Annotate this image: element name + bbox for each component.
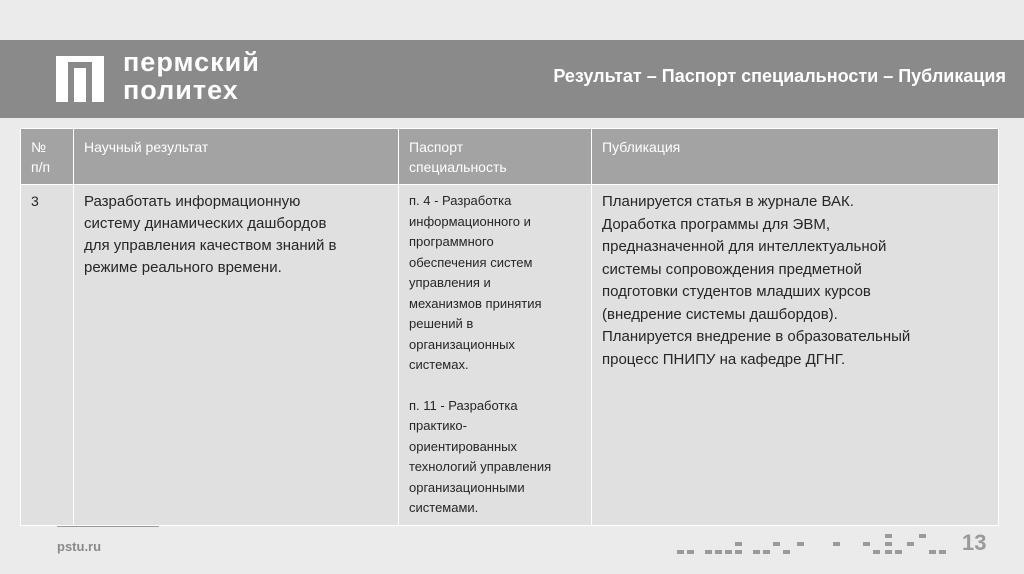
publication-line: подготовки студентов младших курсов — [602, 283, 871, 300]
publication-line: Доработка программы для ЭВМ, — [602, 215, 831, 233]
passport-line: механизмов принятия — [409, 295, 542, 311]
table-row — [21, 185, 999, 526]
passport-line: системах. — [409, 357, 469, 372]
passport-line: обеспечения систем — [409, 254, 533, 270]
publication-line: предназначенной для интеллектуальной — [602, 238, 887, 255]
passport-line: п. 11 - Разработка — [409, 397, 518, 413]
slide-title: Результат – Паспорт специальности – Публикация — [553, 66, 1006, 86]
results-table — [20, 128, 999, 526]
cell-publication — [592, 185, 999, 526]
footer-divider — [57, 526, 159, 527]
publication-line: Планируется статья в журнале ВАК. — [602, 193, 854, 210]
header-num-line-1: № — [31, 139, 47, 155]
publication-line: (внедрение системы дашбордов). — [602, 305, 838, 323]
table-header-row — [21, 129, 999, 185]
passport-line: информационного и — [409, 213, 531, 229]
publication-line: системы сопровождения предметной — [602, 260, 862, 278]
publication-line: процесс ПНИПУ на кафедре ДГНГ. — [602, 350, 846, 368]
footer-site-link[interactable]: pstu.ru — [57, 539, 102, 554]
passport-line: практико- — [409, 418, 467, 433]
header-result — [74, 129, 399, 185]
header-passport-line-2: специальность — [409, 159, 507, 175]
pstu-logo-icon — [56, 56, 104, 102]
cell-result — [74, 185, 399, 526]
header-result-label: Научный результат — [84, 139, 209, 155]
header-publication-label: Публикация — [602, 139, 681, 155]
cell-passport — [399, 185, 592, 526]
cell-num: 3 — [21, 185, 74, 526]
header-num-line-2: п/п — [31, 159, 51, 175]
result-line: режиме реального времени. — [84, 259, 282, 276]
decorative-dots-icon — [675, 530, 965, 560]
publication-line: Планируется внедрение в образовательный — [602, 328, 911, 345]
header-num — [21, 129, 74, 185]
passport-line: п. 4 - Разработка — [409, 193, 512, 208]
passport-line: ориентированных — [409, 438, 517, 454]
passport-line: решений в — [409, 316, 474, 331]
logo-wordmark — [123, 48, 260, 104]
logo-line-2: политех — [123, 75, 239, 105]
header-passport — [399, 129, 592, 185]
header-bar — [0, 40, 1024, 118]
result-line: Разработать информационную — [84, 193, 301, 210]
page-number: 13 — [962, 530, 987, 555]
passport-line: организационных — [409, 336, 515, 352]
passport-line: технологий управления — [409, 459, 552, 474]
passport-line: организационными — [409, 479, 525, 495]
header-passport-line-1: Паспорт — [409, 139, 464, 155]
passport-line: программного — [409, 234, 494, 249]
paragraph-gap — [409, 376, 581, 396]
passport-line: управления и — [409, 275, 491, 290]
result-line: для управления качеством знаний в — [84, 237, 337, 254]
header-publication — [592, 129, 999, 185]
passport-line: системами. — [409, 500, 479, 515]
result-line: систему динамических дашбордов — [84, 215, 327, 232]
logo-line-1: пермский — [123, 47, 260, 77]
